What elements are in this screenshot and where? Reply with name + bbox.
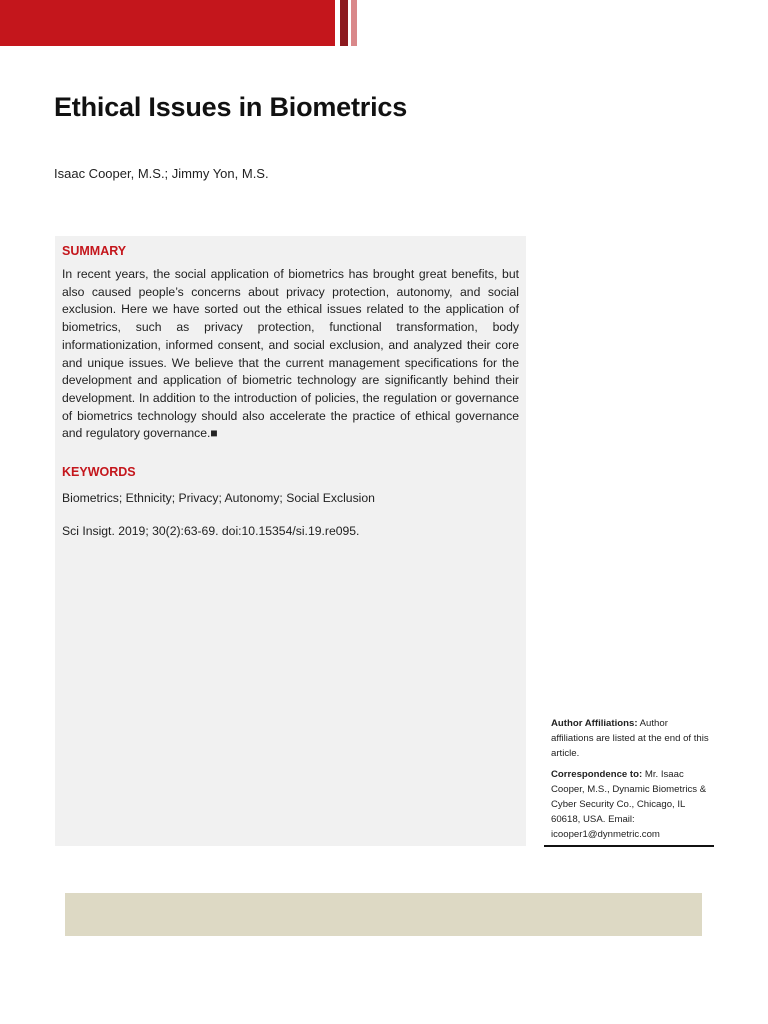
keywords-text: Biometrics; Ethnicity; Privacy; Autonomy; Social Exclusion: [62, 491, 375, 505]
author-affiliations: [551, 716, 709, 761]
summary-text: In recent years, the social application of biometrics has brought great benefits, but also caused people’s concerns about privacy protection, autonomy, and social exclusion. Here we have sorted out the ethical issues related to the application of biometrics, such as privacy protection, functional transformation, body informationization, informed consent, and social exclusion, and analyzed their core and unique issues. We believe that the current management specifications for the development and application of biometric technology are significantly behind their development. In addition to the introduction of policies, the regulation or governance of biometrics technology should also accelerate the practice of ethical governance and regulatory governance.■: [62, 267, 519, 441]
footer-band: [65, 893, 702, 936]
affiliations-text: Author affiliations are listed at the end of this article.: [551, 718, 709, 759]
header-red-bar: [0, 0, 335, 46]
author-list: Isaac Cooper, M.S.; Jimmy Yon, M.S.: [54, 166, 269, 181]
correspondence-text: Mr. Isaac Cooper, M.S., Dynamic Biometrics & Cyber Security Co., Chicago, IL 60618, USA. Email: icooper1@dynmetric.com: [551, 769, 707, 840]
article-title: Ethical Issues in Biometrics: [54, 92, 408, 122]
sidebar-divider: [544, 845, 714, 847]
correspondence: [551, 767, 709, 842]
keywords-heading: KEYWORDS: [62, 465, 136, 479]
header-light-stripe: [351, 0, 357, 46]
summary-heading: SUMMARY: [62, 244, 127, 258]
header-dark-stripe: [340, 0, 348, 46]
affiliations-label: Author Affiliations:: [551, 718, 638, 729]
correspondence-label: Correspondence to:: [551, 769, 643, 780]
citation: Sci Insigt. 2019; 30(2):63-69. doi:10.15354/si.19.re095.: [62, 524, 360, 538]
